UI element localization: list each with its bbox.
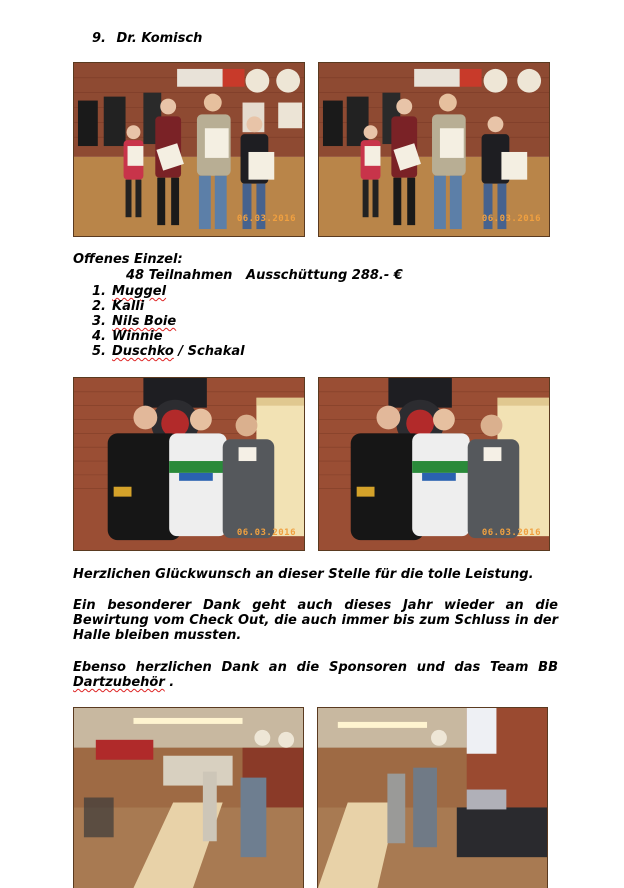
ranking-num: 2. (92, 299, 106, 314)
photo-youth-awards-1 (73, 62, 305, 237)
ranking-num: 1. (92, 284, 106, 299)
section-heading (92, 31, 202, 46)
thanks-line: Ein besonderer Dank geht auch dieses Jahr wieder an die (73, 598, 558, 613)
ranking-name: Winnie (112, 329, 163, 344)
ranking-item (92, 329, 245, 344)
thanks-line: Halle bleiben mussten. (73, 628, 242, 643)
ranking-num: 4. (92, 329, 106, 344)
congrats-paragraph: Herzlichen Glückwunsch an dieser Stelle für die tolle Leistung. (73, 567, 534, 582)
heading-text: Dr. Komisch (116, 31, 203, 46)
ranking-num: 3. (92, 314, 106, 329)
photo-hall-2 (317, 707, 548, 888)
sponsor-name: Dartzubehör (73, 675, 165, 690)
photo-hall-1 (73, 707, 304, 888)
ranking-name: Duschko (112, 344, 174, 359)
section-summary: 48 Teilnahmen Ausschüttung 288.- € (126, 268, 403, 283)
photo-date-stamp: 06.03.2016 (236, 214, 296, 224)
photo-date-stamp: 06.03.2016 (481, 214, 541, 224)
photo-date-stamp: 06.03.2016 (481, 528, 541, 538)
ranking-name: Nils Boie (112, 314, 177, 329)
ranking-list (92, 284, 245, 359)
sponsor-line (73, 675, 558, 690)
ranking-name-suffix: / Schakal (173, 344, 245, 359)
ranking-name: Muggel (112, 284, 167, 299)
thanks-paragraph (73, 598, 558, 643)
sponsor-line-end: . (164, 675, 175, 690)
sponsor-line: Ebenso herzlichen Dank an die Sponsoren und das Team BB (73, 660, 558, 675)
ranking-num: 5. (92, 344, 106, 359)
ranking-name: Kalli (112, 299, 145, 314)
thanks-line: Bewirtung vom Check Out, die auch immer bis zum Schluss in der (73, 613, 558, 628)
photo-youth-awards-2 (318, 62, 550, 237)
heading-number: 9. (92, 31, 106, 46)
ranking-item (92, 284, 245, 299)
photo-einzel-winners-1 (73, 377, 305, 551)
ranking-item (92, 344, 245, 359)
ranking-item (92, 314, 245, 329)
photo-einzel-winners-2 (318, 377, 550, 551)
ranking-item (92, 299, 245, 314)
sponsor-paragraph (73, 660, 558, 690)
photo-date-stamp: 06.03.2016 (236, 528, 296, 538)
section-title: Offenes Einzel: (73, 252, 183, 267)
